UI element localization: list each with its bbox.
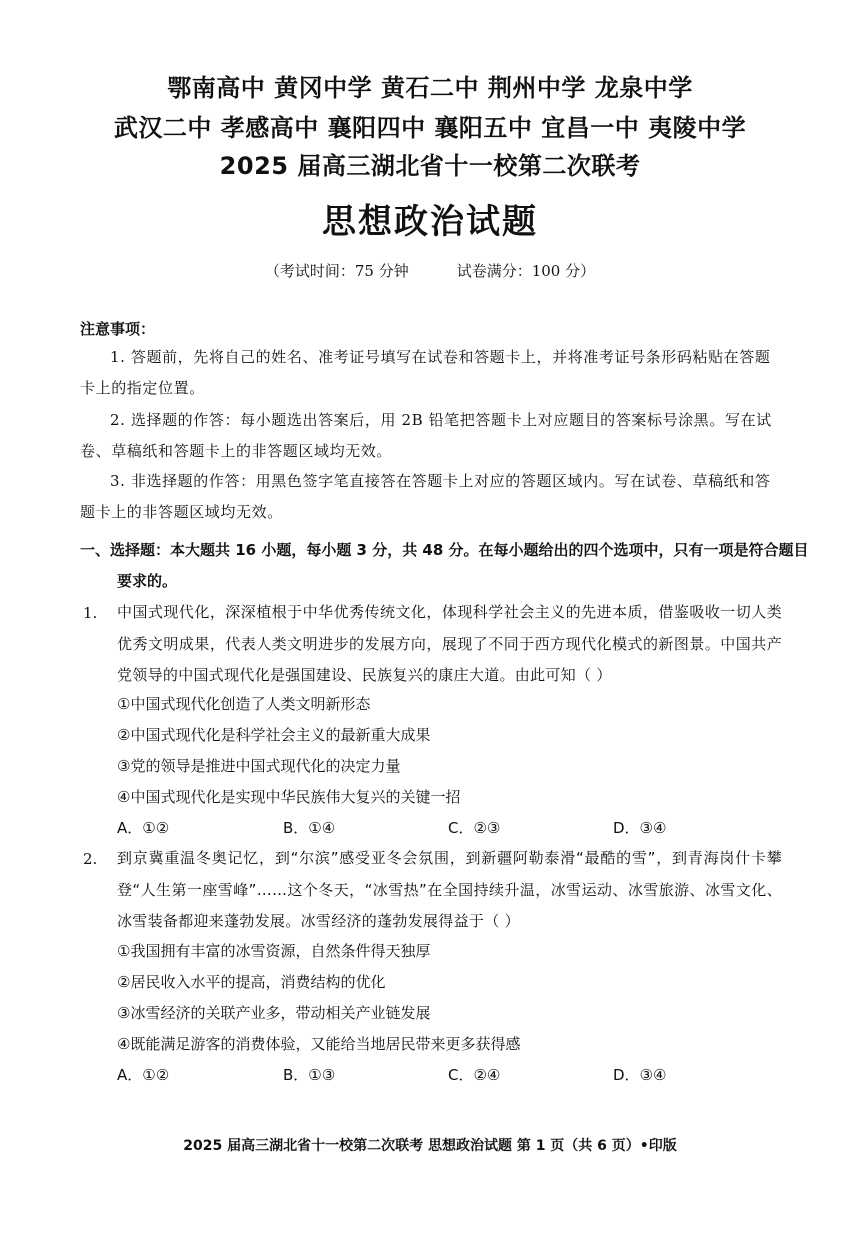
question-1-option-1: ①中国式现代化创造了人类文明新形态 (117, 695, 371, 713)
page-footer: 2025 届高三湖北省十一校第二次联考 思想政治试题 第 1 页（共 6 页）•印版 (183, 1138, 677, 1154)
school-list-line-1: 鄂南高中 黄冈中学 黄石二中 荆州中学 龙泉中学 (167, 74, 693, 102)
question-2-choice-b: B．①③ (283, 1066, 336, 1084)
question-2-choice-d: D．③④ (613, 1066, 667, 1084)
exam-name: 2025 届高三湖北省十一校第二次联考 (219, 152, 641, 180)
notice-item-3: 3. 非选择题的作答：用黑色签字笔直接答在答题卡上对应的答题区域内。写在试卷、草稿纸和答题卡上的非答题区域均无效。 (80, 472, 771, 521)
question-1-choice-c: C．②③ (448, 819, 501, 837)
exam-time: （考试时间：75 分钟 (264, 262, 409, 280)
question-2-choices (117, 1064, 737, 1086)
question-2-option-3: ③冰雪经济的关联产业多，带动相关产业链发展 (117, 1004, 431, 1022)
question-1-stem: 中国式现代化，深深植根于中华优秀传统文化，体现科学社会主义的先进本质，借鉴吸收一切人类优秀文明成果，代表人类文明进步的发展方向，展现了不同于西方现代化模式的新图景。中国共产党领导的中国式现代化是强国建设、民族复兴的康庄大道。由此可知（ ） (117, 603, 782, 684)
question-1-choices (117, 817, 737, 839)
question-2-choice-c: C．②④ (448, 1066, 501, 1084)
question-1-choice-d: D．③④ (613, 819, 667, 837)
full-score: 试卷满分：100 分） (456, 262, 596, 280)
question-1-choice-b: B．①④ (283, 819, 336, 837)
question-1-option-3: ③党的领导是推进中国式现代化的决定力量 (117, 757, 401, 775)
school-list-line-2: 武汉二中 孝感高中 襄阳四中 襄阳五中 宜昌一中 夷陵中学 (113, 114, 747, 142)
subject-title: 思想政治试题 (322, 202, 538, 242)
question-1-number: 1. (83, 604, 98, 622)
question-2-option-2: ②居民收入水平的提高，消费结构的优化 (117, 973, 386, 991)
question-1-option-4: ④中国式现代化是实现中华民族伟大复兴的关键一招 (117, 788, 461, 806)
question-2-number: 2. (83, 850, 98, 868)
question-2-option-1: ①我国拥有丰富的冰雪资源，自然条件得天独厚 (117, 942, 431, 960)
notice-item-1: 1. 答题前，先将自己的姓名、准考证号填写在试卷和答题卡上，并将准考证号条形码粘贴在答题卡上的指定位置。 (80, 348, 771, 397)
exam-info (0, 260, 860, 281)
question-2-stem: 到京冀重温冬奥记忆，到“尔滨”感受亚冬会氛围，到新疆阿勒泰滑“最酷的雪”，到青海岗什卡攀登“人生第一座雪峰”……这个冬天，“冰雪热”在全国持续升温，冰雪运动、冰雪旅游、冰雪文化、冰雪装备都迎来蓬勃发展。冰雪经济的蓬勃发展得益于（ ） (117, 849, 782, 930)
question-1-choice-a: A．①② (117, 819, 170, 837)
section-heading: 一、选择题：本大题共 16 小题，每小题 3 分，共 48 分。在每小题给出的四个选项中，只有一项是符合题目要求的。 (80, 541, 809, 590)
notice-heading: 注意事项： (80, 320, 156, 338)
notice-item-2: 2. 选择题的作答：每小题选出答案后，用 2B 铅笔把答题卡上对应题目的答案标号涂黑。写在试卷、草稿纸和答题卡上的非答题区域均无效。 (80, 411, 772, 460)
question-1-option-2: ②中国式现代化是科学社会主义的最新重大成果 (117, 726, 431, 744)
question-2-choice-a: A．①② (117, 1066, 170, 1084)
question-2-option-4: ④既能满足游客的消费体验，又能给当地居民带来更多获得感 (117, 1035, 521, 1053)
